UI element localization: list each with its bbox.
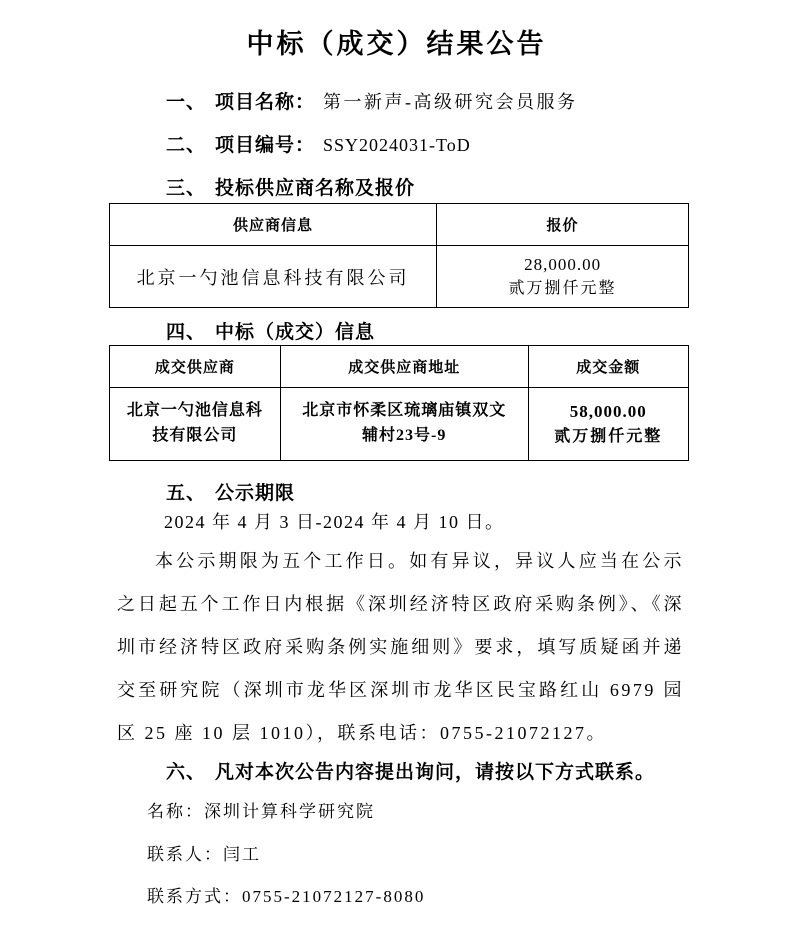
award-amount-words: 贰万捌仟元整: [554, 427, 663, 445]
project-code-value: SSY2024031-ToD: [323, 135, 471, 155]
contact-phone-label: 联系方式：: [147, 887, 242, 906]
award-address-cell: 北京市怀柔区琉璃庙镇双文辅村23号-9: [280, 388, 528, 461]
section-heading-inquiry-label: 凡对本次公告内容提出询问，请按以下方式联系。: [215, 762, 656, 783]
award-table-row: [110, 388, 689, 461]
award-table-header-amount: 成交金额: [528, 346, 688, 388]
publicity-paragraph: 本公示期限为五个工作日。如有异议，异议人应当在公示之日起五个工作日内根据《深圳经济特区政府采购条例》、《深圳市经济特区政府采购条例实施细则》要求，填写质疑函并递交至研究院（深圳市龙华区深圳市龙华区民宝路红山 6979 园区 25 座 10 层 1010），联系电话：0755-21072127。: [117, 551, 684, 743]
section-heading-publicity-label: 公示期限: [215, 483, 296, 504]
contact-org-value: 深圳计算科学研究院: [204, 802, 375, 821]
item-project-name-number: 一、: [166, 92, 207, 113]
section-heading-bidders: [166, 173, 415, 200]
section-heading-inquiry: [166, 757, 655, 784]
section-heading-bidders-label: 投标供应商名称及报价: [215, 178, 416, 199]
page-title: 中标（成交）结果公告: [246, 29, 547, 59]
item-project-code-number: 二、: [166, 135, 207, 156]
award-supplier-cell: 北京一勺池信息科技有限公司: [110, 388, 281, 461]
section-heading-publicity-number: 五、: [166, 483, 207, 504]
project-name-value: 第一新声-高级研究会员服务: [323, 92, 578, 112]
bid-price-number: 28,000.00: [524, 254, 602, 274]
section-heading-award-info: [166, 317, 375, 344]
publicity-date-range: 2024 年 4 月 3 日-2024 年 4 月 10 日。: [164, 512, 505, 532]
contact-phone-line: [147, 882, 425, 907]
contact-person-label: 联系人：: [147, 845, 223, 864]
item-project-name: [166, 87, 578, 114]
bid-table-row: [110, 246, 689, 308]
award-table-header-row: [110, 346, 689, 388]
contact-org-label: 名称：: [147, 802, 204, 821]
contact-person-line: [147, 840, 261, 865]
section-heading-inquiry-number: 六、: [166, 762, 207, 783]
bid-table-header-row: [110, 204, 689, 246]
section-heading-publicity: [166, 478, 295, 505]
section-heading-award-info-number: 四、: [166, 322, 207, 343]
bid-price-cell: [437, 246, 689, 308]
bid-table: [109, 203, 689, 308]
item-project-code: [166, 130, 471, 157]
award-table-header-supplier: 成交供应商: [110, 346, 281, 388]
award-table: [109, 345, 689, 461]
bid-table-header-price: 报价: [437, 204, 689, 246]
item-project-code-label: 项目编号：: [215, 135, 316, 156]
contact-org-line: [147, 797, 375, 822]
award-amount-number: 58,000.00: [569, 402, 647, 422]
award-amount-cell: [528, 388, 688, 461]
bid-table-header-supplier: 供应商信息: [110, 204, 437, 246]
award-table-header-address: 成交供应商地址: [280, 346, 528, 388]
bid-supplier-cell: 北京一勺池信息科技有限公司: [110, 246, 437, 308]
bid-price-words: 贰万捌仟元整: [508, 280, 617, 298]
contact-phone-value: 0755-21072127-8080: [242, 887, 426, 906]
contact-person-value: 闫工: [223, 845, 261, 864]
section-heading-bidders-number: 三、: [166, 178, 207, 199]
item-project-name-label: 项目名称：: [215, 92, 316, 113]
section-heading-award-info-label: 中标（成交）信息: [215, 322, 376, 343]
